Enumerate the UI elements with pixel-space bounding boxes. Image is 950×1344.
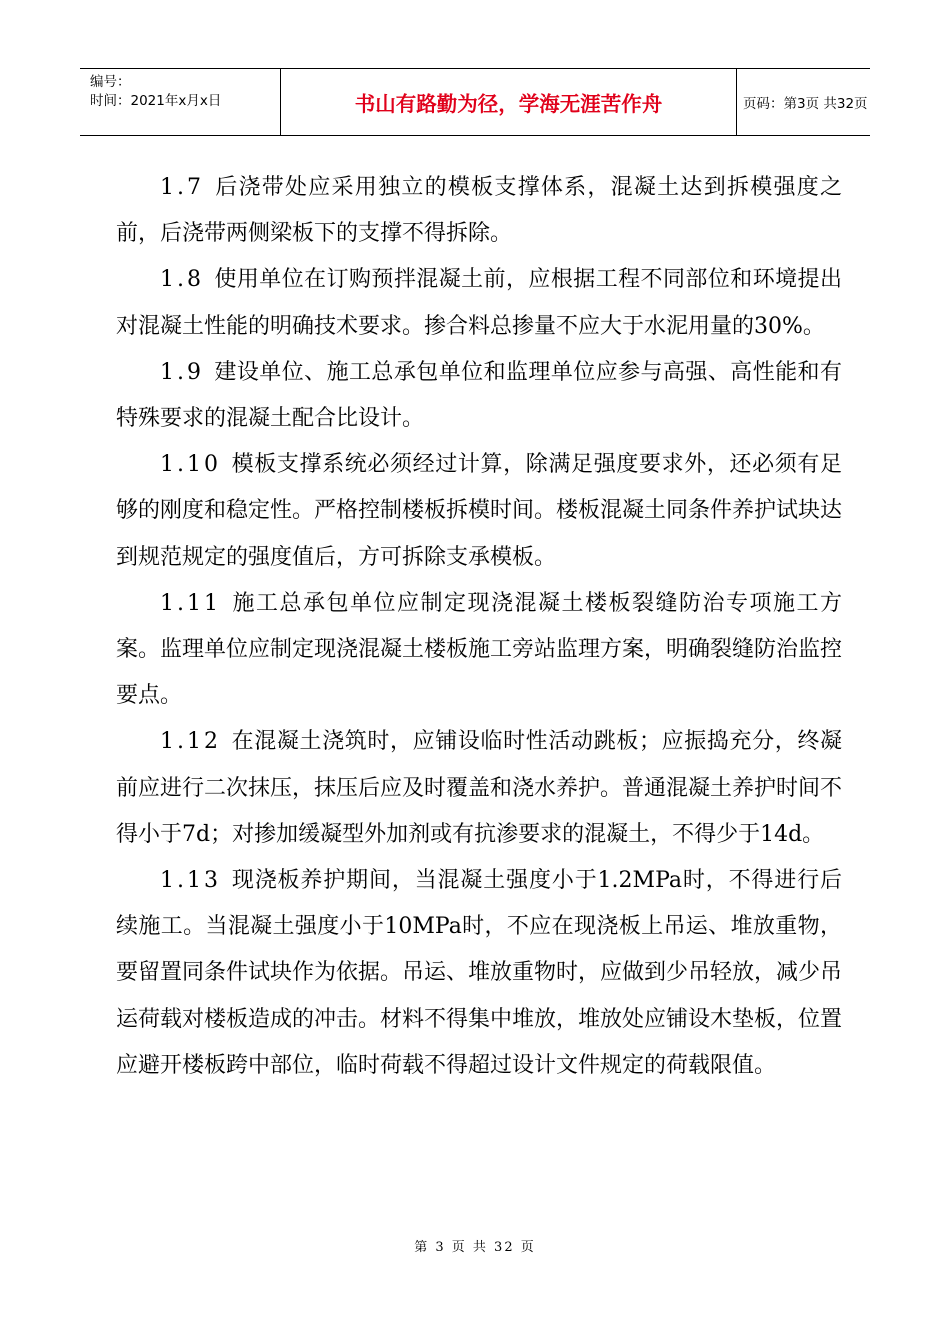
paragraph-1-11 xyxy=(116,581,842,720)
clause-number: 1.11 xyxy=(160,590,221,616)
clause-text: 模板支撑系统必须经过计算，除满足强度要求外，还必须有足够的刚度和稳定性。严格控制楼板拆模时间。楼板混凝土同条件养护试块达到规范规定的强度值后，方可拆除支承模板。 xyxy=(116,452,843,570)
clause-number: 1.9 xyxy=(160,359,204,385)
paragraph-1-7 xyxy=(116,165,842,257)
paragraph-1-9 xyxy=(116,350,842,442)
clause-text: 建设单位、施工总承包单位和监理单位应参与高强、高性能和有特殊要求的混凝土配合比设计。 xyxy=(116,359,842,432)
clause-number: 1.7 xyxy=(160,175,204,200)
clause-text: 现浇板养护期间，当混凝土强度小于1.2MPa时，不得进行后续施工。当混凝土强度小于10MPa时，不应在现浇板上吊运、堆放重物，要留置同条件试块作为依据。吊运、堆放重物时，应做到少吊轻放，减少吊运荷载对楼板造成的冲击。材料不得集中堆放，堆放处应铺设木垫板，位置应避开楼板跨中部位，临时荷载不得超过设计文件规定的荷载限值。 xyxy=(116,868,843,1078)
serial-label: 编号： xyxy=(90,74,131,90)
clause-number: 1.12 xyxy=(160,729,221,755)
clause-text: 后浇带处应采用独立的模板支撑体系，混凝土达到拆模强度之前，后浇带两侧梁板下的支撑不得拆除。 xyxy=(116,175,842,247)
paragraph-1-8 xyxy=(116,257,842,349)
clause-number: 1.8 xyxy=(160,267,204,293)
header-meta xyxy=(80,69,280,135)
header-page-code: 页码：第3页 共32页 xyxy=(743,96,868,112)
paragraph-1-12 xyxy=(116,719,842,858)
page-header xyxy=(80,68,870,136)
clause-text: 使用单位在订购预拌混凝土前，应根据工程不同部位和环境提出对混凝土性能的明确技术要求。掺合料总掺量不应大于水泥用量的30%。 xyxy=(116,267,842,339)
paragraph-1-10 xyxy=(116,442,842,581)
clause-number: 1.10 xyxy=(160,452,221,478)
clause-number: 1.13 xyxy=(160,868,221,894)
document-body xyxy=(116,165,842,1089)
header-motto: 书山有路勤为径，学海无涯苦作舟 xyxy=(280,69,737,135)
time-label: 时间：2021年x月x日 xyxy=(90,93,222,109)
clause-text: 施工总承包单位应制定现浇混凝土楼板裂缝防治专项施工方案。监理单位应制定现浇混凝土楼板施工旁站监理方案，明确裂缝防治监控要点。 xyxy=(116,590,843,709)
clause-text: 在混凝土浇筑时，应铺设临时性活动跳板；应振捣充分，终凝前应进行二次抹压，抹压后应及时覆盖和浇水养护。普通混凝土养护时间不得小于7d；对掺加缓凝型外加剂或有抗渗要求的混凝土，不得少于14d。 xyxy=(116,729,843,847)
page-footer: 第 3 页 共 32 页 xyxy=(414,1240,536,1255)
paragraph-1-13 xyxy=(116,858,842,1089)
